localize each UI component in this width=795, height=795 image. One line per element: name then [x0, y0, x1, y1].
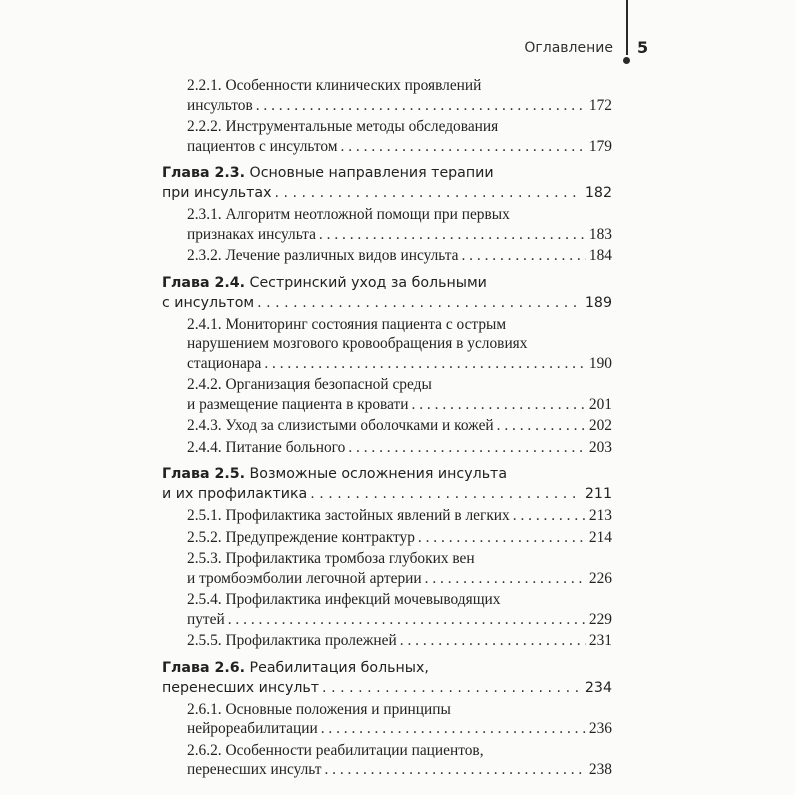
- toc-section-entry[interactable]: [162, 438, 612, 458]
- dot-leader: [321, 719, 586, 739]
- toc-section-entry[interactable]: [162, 416, 612, 436]
- toc-entry-last-line: [187, 760, 612, 780]
- toc-page-number: 203: [588, 438, 612, 456]
- dot-leader: [319, 225, 586, 245]
- toc-entry-last-line: [187, 246, 612, 266]
- toc-section-entry[interactable]: [162, 700, 612, 739]
- toc-entry-text: с инсультом: [162, 294, 255, 311]
- toc-entry-last-line: [187, 569, 612, 589]
- toc-page-number: 190: [588, 354, 612, 372]
- toc-section-entry[interactable]: [162, 315, 612, 374]
- toc-page-number: 211: [584, 486, 612, 502]
- dot-leader: [228, 610, 586, 630]
- toc-entry-last-line: [187, 719, 612, 739]
- dot-leader: [400, 631, 586, 651]
- toc-section-entry[interactable]: [162, 375, 612, 414]
- toc-entry-last-line: [187, 225, 612, 245]
- toc-entry-text: 2.5.1. Профилактика застойных явлений в легких: [187, 507, 510, 524]
- toc-entry-last-line: [187, 354, 612, 374]
- chapter-number: Глава 2.6.: [162, 659, 246, 676]
- dot-leader: [324, 760, 585, 780]
- toc-page-number: 201: [588, 395, 612, 413]
- toc-entry-last-line: [187, 96, 612, 116]
- toc-entry-text: 2.5.5. Профилактика пролежней: [187, 632, 397, 649]
- toc-entry-last-line: [162, 484, 612, 504]
- header-dot: [623, 57, 630, 64]
- dot-leader: [348, 438, 586, 458]
- toc-page-number: 229: [588, 610, 612, 628]
- toc-entry-line: 2.5.4. Профилактика инфекций мочевыводящих: [187, 591, 501, 608]
- dot-leader: [425, 569, 586, 589]
- toc-chapter-entry[interactable]: [162, 658, 612, 698]
- toc-entry-line: 2.6.1. Основные положения и принципы: [187, 700, 451, 718]
- chapter-title: Сестринский уход за больными: [245, 274, 487, 291]
- toc-entry-text: перенесших инсульт: [187, 761, 322, 778]
- running-title: Оглавление: [524, 40, 613, 56]
- dot-leader: [461, 246, 585, 266]
- toc-page-number: 226: [588, 569, 612, 587]
- header-rule: [626, 0, 628, 55]
- toc-page-number: 184: [588, 247, 612, 264]
- toc-section-entry[interactable]: [162, 76, 612, 115]
- toc-entry-last-line: [187, 528, 612, 548]
- chapter-title: Реабилитация больных,: [245, 659, 429, 676]
- dot-leader: [275, 183, 582, 203]
- dot-leader: [412, 395, 586, 415]
- toc-section-entry[interactable]: [162, 590, 612, 629]
- toc-entry-last-line: [187, 506, 612, 526]
- chapter-number: Глава 2.5.: [162, 466, 246, 482]
- toc-chapter-entry[interactable]: [162, 163, 612, 203]
- toc-entry-text: при инсультах: [162, 185, 272, 201]
- toc-page-number: 183: [588, 225, 612, 243]
- toc-entry-line: 2.2.2. Инструментальные методы обследования: [187, 118, 499, 135]
- toc-entry-last-line: [187, 395, 612, 415]
- chapter-title: Основные направления терапии: [245, 165, 494, 181]
- dot-leader: [264, 354, 586, 374]
- toc-entry-text: 2.4.3. Уход за слизистыми оболочками и кожей: [187, 417, 494, 434]
- chapter-title: Возможные осложнения инсульта: [245, 466, 508, 482]
- dot-leader: [341, 137, 586, 157]
- toc-chapter-entry[interactable]: [162, 273, 612, 313]
- toc-entry-first-line: [162, 273, 612, 293]
- toc-page-number: 231: [588, 632, 612, 649]
- toc-entry-text: и размещение пациента в кровати: [187, 395, 409, 413]
- table-of-contents: [162, 74, 612, 780]
- toc-entry-text: инсультов: [187, 96, 253, 114]
- toc-section-entry[interactable]: [162, 741, 612, 780]
- toc-entry-last-line: [162, 293, 612, 313]
- toc-page-number: 179: [588, 137, 612, 155]
- toc-entry-line: 2.5.3. Профилактика тромбоза глубоких вен: [187, 550, 475, 567]
- toc-page-number: 238: [588, 761, 612, 778]
- chapter-number: Глава 2.4.: [162, 274, 246, 291]
- dot-leader: [513, 506, 586, 526]
- toc-entry-last-line: [187, 438, 612, 458]
- toc-entry-text: стационара: [187, 354, 262, 372]
- dot-leader: [256, 96, 586, 116]
- page-number: 5: [637, 38, 649, 57]
- toc-entry-text: 2.3.2. Лечение различных видов инсульта: [187, 247, 459, 264]
- toc-entry-text: перенесших инсульт: [162, 679, 320, 696]
- toc-page-number: 202: [588, 417, 612, 434]
- toc-page-number: 172: [588, 96, 612, 114]
- toc-page-number: 189: [584, 294, 612, 311]
- chapter-number: Глава 2.3.: [162, 165, 246, 181]
- toc-section-entry[interactable]: [162, 246, 612, 266]
- toc-page-number: 182: [584, 185, 612, 201]
- toc-entry-last-line: [187, 416, 612, 436]
- toc-chapter-entry[interactable]: [162, 464, 612, 504]
- dot-leader: [310, 484, 582, 504]
- dot-leader: [257, 293, 582, 313]
- toc-entry-text: и их профилактика: [162, 486, 308, 502]
- toc-entry-line: 2.6.2. Особенности реабилитации пациентов,: [187, 741, 484, 759]
- toc-section-entry[interactable]: [162, 549, 612, 588]
- toc-section-entry[interactable]: [162, 528, 612, 548]
- toc-entry-text: нейрореабилитации: [187, 720, 318, 737]
- toc-entry-text: пациентов с инсультом: [187, 137, 338, 155]
- toc-page-number: 234: [584, 679, 612, 696]
- toc-entry-last-line: [187, 137, 612, 157]
- toc-entry-last-line: [162, 183, 612, 203]
- dot-leader: [497, 416, 586, 436]
- toc-entry-first-line: [162, 464, 612, 484]
- dot-leader: [322, 678, 582, 698]
- toc-entry-last-line: [187, 610, 612, 630]
- toc-entry-first-line: [162, 658, 612, 678]
- toc-entry-line: нарушением мозгового кровообращения в условиях: [187, 335, 528, 352]
- toc-page-number: 236: [588, 720, 612, 737]
- toc-section-entry[interactable]: [162, 631, 612, 651]
- toc-entry-text: и тромбоэмболии легочной артерии: [187, 569, 422, 587]
- toc-page-number: 213: [588, 507, 612, 524]
- toc-entry-text: 2.4.4. Питание больного: [187, 438, 346, 456]
- toc-page-number: 214: [588, 528, 612, 546]
- toc-entry-text: признаках инсульта: [187, 225, 316, 243]
- toc-entry-line: 2.3.1. Алгоритм неотложной помощи при первых: [187, 206, 510, 223]
- toc-entry-line: 2.2.1. Особенности клинических проявлений: [187, 77, 482, 94]
- toc-entry-text: 2.5.2. Предупреждение контрактур: [187, 528, 415, 546]
- toc-entry-last-line: [162, 678, 612, 698]
- toc-entry-line: 2.4.1. Мониторинг состояния пациента с острым: [187, 315, 507, 333]
- toc-entry-text: путей: [187, 610, 225, 628]
- dot-leader: [418, 528, 586, 548]
- toc-entry-first-line: [162, 163, 612, 183]
- toc-section-entry[interactable]: [162, 205, 612, 244]
- toc-entry-last-line: [187, 631, 612, 651]
- toc-section-entry[interactable]: [162, 117, 612, 156]
- toc-entry-line: 2.4.2. Организация безопасной среды: [187, 376, 432, 393]
- toc-section-entry[interactable]: [162, 506, 612, 526]
